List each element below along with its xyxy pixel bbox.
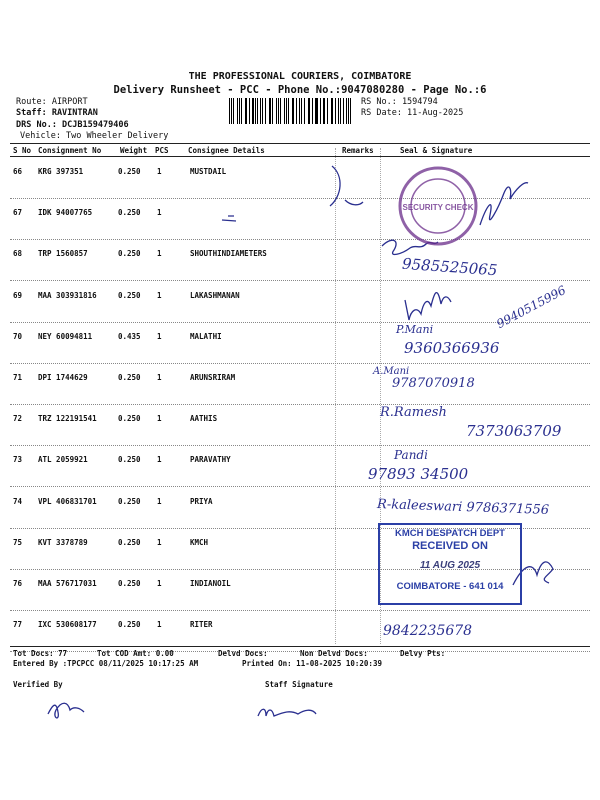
row-serial-number: 70 <box>13 331 23 341</box>
row-consignee-name: AATHIS <box>190 414 218 424</box>
row-pieces: 1 <box>157 290 162 300</box>
row-weight: 0.250 <box>118 249 141 259</box>
row-pieces: 1 <box>157 537 162 547</box>
row-serial-number: 69 <box>13 290 23 300</box>
row-serial-number: 71 <box>13 373 23 382</box>
signature-67 <box>480 183 528 225</box>
kmch-stamp-title: KMCH DESPATCH DEPT <box>395 528 505 539</box>
kmch-stamp-date: 11 AUG 2025 <box>419 560 481 571</box>
staff-signature-label: Staff Signature <box>265 680 333 689</box>
row-weight: 0.250 <box>118 290 141 300</box>
row-weight: 0.250 <box>118 167 141 176</box>
row-weight: 0.250 <box>118 579 141 588</box>
row-serial-number: 67 <box>13 208 23 218</box>
row-serial-number: 75 <box>13 537 23 547</box>
row-consignee-name: RITER <box>190 620 213 630</box>
row-consignee-name: MALATHI <box>190 331 222 341</box>
row-consignment-number: MAA 303931816 <box>38 290 97 300</box>
total-cod-amount: Tot COD Amt: 0.00 <box>97 649 174 658</box>
row-consignment-number: MAA 576717031 <box>38 579 97 588</box>
delivered-docs: Delvd Docs: <box>218 649 268 658</box>
vehicle-label: Vehicle: Two Wheeler Delivery <box>20 131 169 141</box>
row67-dash <box>222 216 236 221</box>
handwritten-phone-74: R-kaleeswari 9786371556 <box>376 497 550 518</box>
kmch-stamp-city: COIMBATORE - 641 014 <box>396 581 504 592</box>
handwritten-phone-77: 9842235678 <box>383 623 473 639</box>
handwritten-phone-72: 7373063709 <box>466 422 562 440</box>
row-consignee-name: ARUNSRIRAM <box>190 373 236 382</box>
row-weight: 0.435 <box>118 331 141 341</box>
rs-number-label: RS No.: 1594794 <box>361 97 438 107</box>
remarks-scribble <box>330 166 363 206</box>
row-consignee-name: SHOUTHINDIAMETERS <box>190 249 267 259</box>
staff-label: Staff: RAVINTRAN <box>16 108 98 118</box>
row-pieces: 1 <box>157 167 162 176</box>
row-consignee-name: KMCH <box>190 537 209 547</box>
round-security-stamp <box>396 164 480 248</box>
col-consignee-details: Consignee Details <box>188 146 265 155</box>
delivery-points: Delvy Pts: <box>400 649 446 658</box>
route-label: Route: AIRPORT <box>16 97 88 107</box>
kmch-despatch-stamp <box>378 523 522 605</box>
row-pieces: 1 <box>157 331 162 341</box>
row-consignee-name: LAKASHMANAN <box>190 290 240 300</box>
verified-signature <box>48 703 84 718</box>
row-consignment-number: KVT 3378789 <box>38 537 88 547</box>
signature-69 <box>405 293 451 320</box>
row-consignment-number: DPI 1744629 <box>38 373 88 382</box>
row-pieces: 1 <box>157 414 162 424</box>
handwritten-phone-73: 97893 34500 <box>368 465 469 483</box>
col-remarks: Remarks <box>342 146 374 155</box>
handwritten-name-71: A.Mani <box>373 366 410 377</box>
row-serial-number: 77 <box>13 620 23 630</box>
row-consignment-number: IXC 530608177 <box>38 620 97 630</box>
row-consignee-name: PRIYA <box>190 496 213 506</box>
company-title: THE PROFESSIONAL COURIERS, COIMBATORE <box>188 71 412 82</box>
row-pieces: 1 <box>157 579 162 588</box>
handwritten-phone-69: 9940515996 <box>494 282 569 332</box>
row-consignee-name: INDIANOIL <box>190 579 231 588</box>
col-consignment: Consignment No <box>38 146 102 155</box>
row-consignee-name: PARAVATHY <box>190 455 231 465</box>
row-consignment-number: TRP 1560857 <box>38 249 88 259</box>
row-consignment-number: NEY 60094811 <box>38 331 93 341</box>
row-serial-number: 74 <box>13 496 23 506</box>
row-weight: 0.250 <box>118 373 141 382</box>
row-weight: 0.250 <box>118 414 141 424</box>
non-delivered-docs: Non Delvd Docs: <box>300 649 368 658</box>
rs-date-label: RS Date: 11-Aug-2025 <box>361 108 464 118</box>
row-weight: 0.250 <box>118 620 141 630</box>
col-seal-signature: Seal & Signature <box>400 146 473 155</box>
row-serial-number: 76 <box>13 579 23 588</box>
row-consignment-number: KRG 397351 <box>38 167 84 176</box>
row-pieces: 1 <box>157 249 162 259</box>
handwritten-name-73: Pandi <box>394 448 428 462</box>
row-pieces: 1 <box>157 620 162 630</box>
row-consignee-name: MUSTDAIL <box>190 167 227 176</box>
row-weight: 0.250 <box>118 496 141 506</box>
row-pieces: 1 <box>157 455 162 465</box>
runsheet-subtitle: Delivery Runsheet - PCC - Phone No.:9047080280 - Page No.:6 <box>113 84 487 96</box>
handwritten-phone-71: 9787070918 <box>392 376 475 391</box>
row-consignment-number: IDK 94007765 <box>38 208 93 218</box>
handwritten-name-72: R.Ramesh <box>380 405 447 420</box>
row-weight: 0.250 <box>118 208 141 218</box>
row-serial-number: 66 <box>13 167 23 176</box>
col-pcs: PCS <box>155 146 169 155</box>
row-pieces: 1 <box>157 208 162 218</box>
row-weight: 0.250 <box>118 455 141 465</box>
row-consignment-number: ATL 2059921 <box>38 455 88 465</box>
handwritten-phone-68: 9585525065 <box>401 254 498 280</box>
col-sno: S No <box>13 146 32 155</box>
round-stamp-text: SECURITY CHECK <box>402 203 474 212</box>
entered-by: Entered By :TPCPCC 08/11/2025 10:17:25 AM <box>13 659 199 668</box>
total-docs: Tot Docs: 77 <box>13 649 68 658</box>
drs-label: DRS No.: DCJB159479406 <box>16 120 129 130</box>
handwritten-name-70: P.Mani <box>396 323 434 336</box>
col-weight: Weight <box>120 146 148 155</box>
row-serial-number: 72 <box>13 414 23 424</box>
staff-signature-scribble <box>258 709 316 716</box>
row-weight: 0.250 <box>118 537 141 547</box>
row-pieces: 1 <box>157 496 162 506</box>
row-consignment-number: VPL 406831701 <box>38 496 97 506</box>
footer-rule <box>10 646 590 647</box>
row-serial-number: 68 <box>13 249 23 259</box>
row-serial-number: 73 <box>13 455 23 465</box>
printed-on: Printed On: 11-08-2025 10:20:39 <box>242 659 382 668</box>
row-consignment-number: TRZ 122191541 <box>38 414 97 424</box>
kmch-stamp-received: RECEIVED ON <box>412 540 488 552</box>
verified-by-label: Verified By <box>13 680 63 689</box>
row-pieces: 1 <box>157 373 162 382</box>
handwritten-phone-70: 9360366936 <box>404 339 500 357</box>
